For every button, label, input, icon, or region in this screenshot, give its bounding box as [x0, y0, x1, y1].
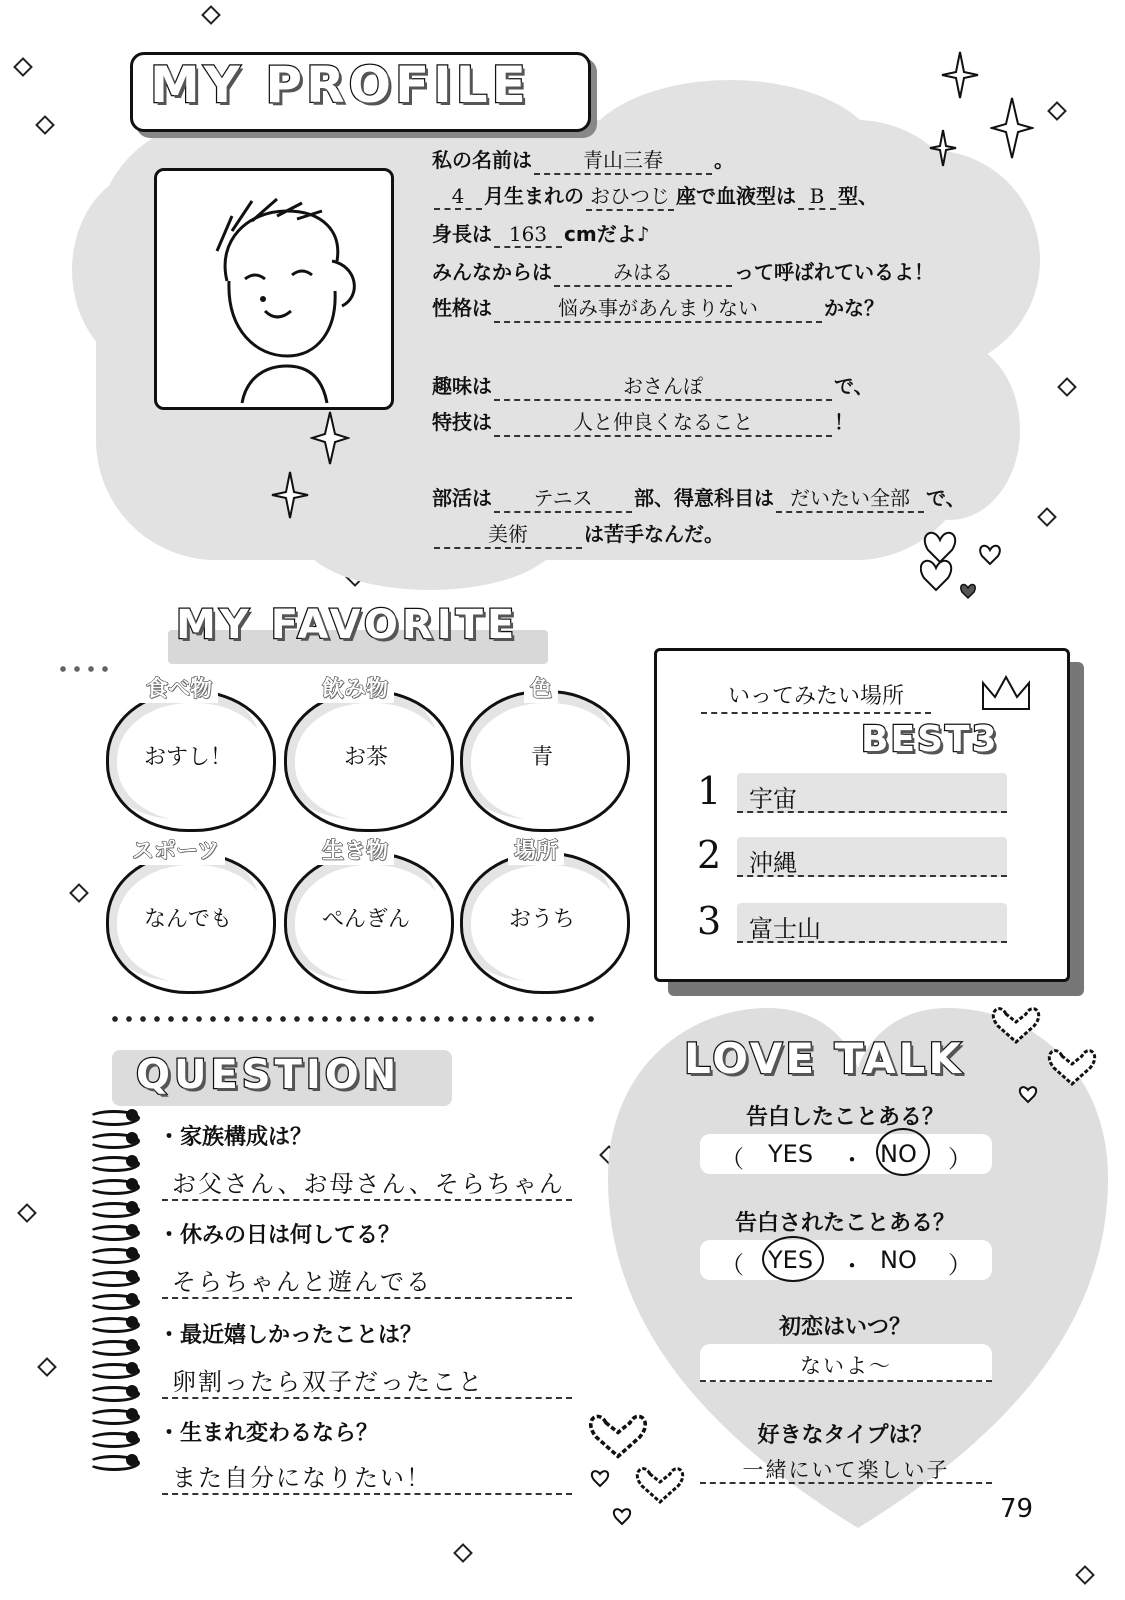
option-separator: ・: [840, 1146, 864, 1174]
question-text: ・休みの日は何してる？: [158, 1223, 401, 1248]
label-text: みんなからは: [432, 260, 552, 284]
spiral-hole: [126, 1155, 138, 1167]
best3-value: 富士山: [749, 915, 821, 943]
name-field: 青山三春: [534, 144, 712, 175]
profile-line-personality: [432, 292, 884, 323]
best3-value: 宇宙: [749, 785, 797, 813]
skill-field: 人と仲良くなること: [494, 406, 832, 437]
best3-title: BEST3: [861, 719, 999, 760]
best3-rank: 2: [697, 833, 722, 877]
diamond-decoration: [1037, 507, 1057, 527]
label-text: 身長は: [432, 222, 492, 246]
heart-doodles: [920, 520, 1030, 610]
sparkle-icon: [270, 470, 310, 520]
diamond-decoration: [37, 1357, 57, 1377]
favorite-title: MY FAVORITE: [176, 602, 519, 648]
label-text: ！: [834, 410, 854, 434]
label-text: 部活は: [432, 486, 492, 510]
label-text: って呼ばれているよ！: [734, 260, 934, 284]
paren-open: （: [720, 1251, 744, 1279]
favorite-label-animal: 生き物: [316, 834, 394, 865]
spiral-hole: [126, 1178, 138, 1190]
answer-circle-mark: [762, 1236, 824, 1282]
profile-line-name: [432, 144, 734, 175]
question-text: ・最近嬉しかったことは？: [158, 1323, 423, 1348]
best3-row-3: [697, 899, 1017, 943]
spiral-hole: [126, 1201, 138, 1213]
spiral-hole: [126, 1247, 138, 1259]
label-text: かな？: [824, 296, 884, 320]
profile-line-birth: [432, 180, 878, 211]
question-text: ・生まれ変わるなら？: [158, 1421, 379, 1446]
love-answer-3: ないよ〜: [800, 1354, 892, 1378]
label-text: 性格は: [432, 296, 492, 320]
label-text: 型、: [838, 184, 878, 208]
label-text: 座で血液型は: [676, 184, 796, 208]
profile-line-height: [432, 218, 649, 248]
favorite-label-drink: 飲み物: [316, 672, 394, 703]
label-text: で、: [926, 486, 966, 510]
love-answer-4: 一緒にいて楽しい子: [742, 1458, 950, 1482]
spiral-hole: [126, 1431, 138, 1443]
spiral-hole: [126, 1454, 138, 1466]
love-question-2: 告白されたことある？: [734, 1211, 955, 1236]
answer-circle-mark: [876, 1128, 930, 1176]
diamond-decoration: [17, 1203, 37, 1223]
label-text: 。: [714, 148, 734, 172]
spiral-hole: [126, 1362, 138, 1374]
profile-line-club: [432, 482, 966, 513]
label-text: は苦手なんだ。: [584, 522, 724, 546]
favorite-value-animal: ぺんぎん: [321, 907, 410, 932]
favorite-value-sport: なんでも: [143, 907, 232, 932]
option-no-circled: NO: [880, 1140, 917, 1168]
favorite-value-color: 青: [530, 745, 553, 770]
paren-close: ）: [948, 1251, 972, 1279]
option-yes-circled: YES: [768, 1246, 814, 1274]
sparkle-icon: [990, 96, 1034, 160]
profile-title: MY PROFILE: [150, 56, 530, 114]
diamond-decoration: [69, 883, 89, 903]
best3-row-2: [697, 833, 1017, 877]
label-text: cmだよ♪: [564, 222, 650, 246]
favorite-value-drink: お茶: [343, 745, 388, 770]
label-text: 趣味は: [432, 374, 492, 398]
birth-month-field: 4: [434, 184, 482, 210]
dot-decoration: [56, 666, 116, 672]
love-title: LOVE TALK: [684, 1034, 964, 1083]
spiral-hole: [126, 1109, 138, 1121]
profile-line-skill: [432, 406, 854, 437]
spiral-hole: [126, 1293, 138, 1305]
profile-line-bad-subject: [432, 518, 724, 549]
diamond-decoration: [201, 5, 221, 25]
zodiac-field: おひつじ: [586, 180, 674, 211]
spiral-hole: [126, 1385, 138, 1397]
label-text: 特技は: [432, 410, 492, 434]
best3-rank: 1: [697, 769, 722, 813]
sparkle-icon: [310, 410, 350, 466]
hobby-field: おさんぽ: [494, 370, 832, 401]
self-portrait-drawing: [157, 171, 391, 407]
sparkle-icon: [928, 128, 958, 168]
spiral-hole: [126, 1316, 138, 1328]
label-text: で、: [834, 374, 874, 398]
best3-box: [654, 648, 1070, 982]
spiral-hole: [126, 1132, 138, 1144]
blood-type-field: B: [798, 184, 836, 210]
spiral-hole: [126, 1408, 138, 1420]
love-question-4: 好きなタイプは？: [757, 1423, 933, 1448]
diamond-decoration: [35, 115, 55, 135]
spiral-hole: [126, 1270, 138, 1282]
height-field: 163: [494, 222, 562, 248]
spiral-hole: [126, 1339, 138, 1351]
best3-value: 沖縄: [749, 849, 797, 877]
love-question-3: 初恋はいつ？: [778, 1315, 911, 1340]
diamond-decoration: [1075, 1565, 1095, 1585]
diamond-decoration: [453, 1543, 473, 1563]
best3-heading: いってみたい場所: [701, 679, 931, 714]
nickname-field: みはる: [554, 256, 732, 287]
good-subject-field: だいたい全部: [776, 482, 924, 513]
question-text: ・家族構成は？: [158, 1125, 313, 1150]
option-separator: ・: [840, 1252, 864, 1280]
favorite-label-food: 食べ物: [140, 672, 218, 703]
diamond-decoration: [13, 57, 33, 77]
question-answer: お父さん、お母さん、そらちゃん: [162, 1164, 572, 1201]
diamond-decoration: [1057, 377, 1077, 397]
club-field: テニス: [494, 482, 632, 513]
sparkle-icon: [940, 50, 980, 100]
favorite-label-place: 場所: [508, 834, 564, 865]
profile-line-hobby: [432, 370, 874, 401]
favorite-label-sport: スポーツ: [126, 834, 225, 865]
label-text: 部、得意科目は: [634, 486, 774, 510]
personality-field: 悩み事があんまりない: [494, 292, 822, 323]
favorite-label-color: 色: [524, 672, 558, 703]
label-text: 私の名前は: [432, 148, 532, 172]
pixel-heart-icons: [578, 1400, 708, 1540]
bad-subject-field: 美術: [434, 518, 582, 549]
profile-line-nickname: [432, 256, 934, 287]
question-answer: 卵割ったら双子だったこと: [162, 1362, 572, 1399]
profile-photo-frame: [154, 168, 394, 410]
question-answer: そらちゃんと遊んでる: [162, 1262, 572, 1299]
diamond-decoration: [1047, 101, 1067, 121]
paren-close: ）: [948, 1145, 972, 1173]
favorite-value-food: おすし！: [143, 745, 232, 770]
option-yes: YES: [768, 1140, 814, 1168]
pixel-heart-icons: [990, 994, 1110, 1124]
option-no: NO: [880, 1246, 917, 1274]
favorite-value-place: おうち: [508, 907, 575, 932]
dotted-divider: [108, 1016, 596, 1022]
crown-icon: [979, 673, 1033, 713]
question-answer: また自分になりたい！: [162, 1458, 572, 1495]
page-number: 79: [1000, 1494, 1034, 1524]
question-title: QUESTION: [136, 1052, 401, 1098]
best3-rank: 3: [697, 899, 722, 943]
spiral-hole: [126, 1224, 138, 1236]
love-question-1: 告白したことある？: [745, 1105, 944, 1130]
label-text: 月生まれの: [484, 184, 584, 208]
paren-open: （: [720, 1145, 744, 1173]
best3-row-1: [697, 769, 1017, 813]
